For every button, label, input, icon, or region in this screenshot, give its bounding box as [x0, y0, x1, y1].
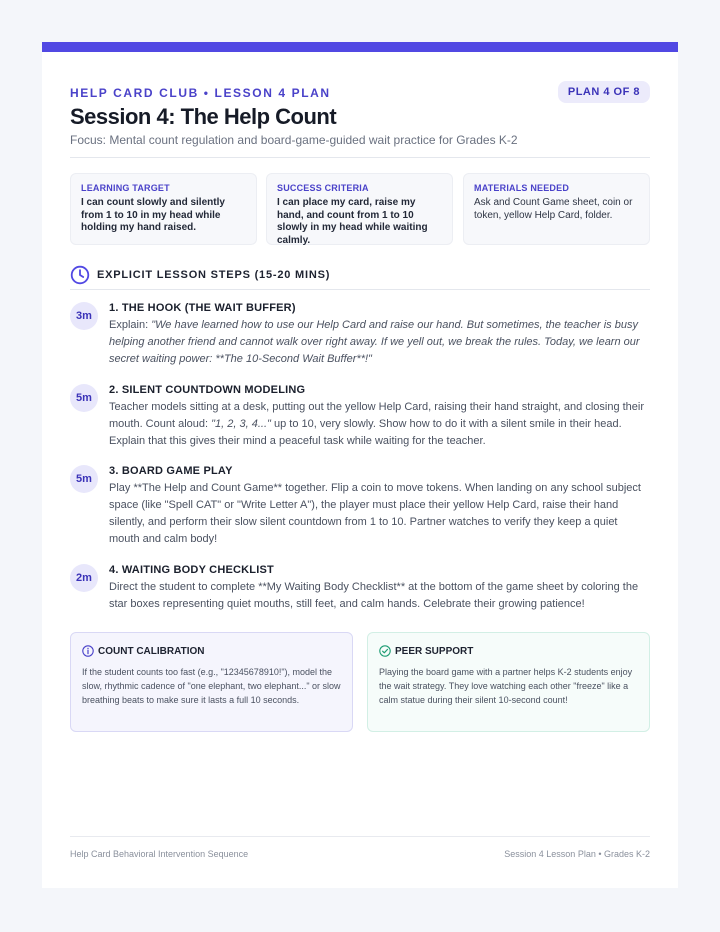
accent-bar	[42, 42, 678, 52]
card-label: LEARNING TARGET	[81, 183, 170, 193]
focus-line: Focus: Mental count regulation and board-game-guided wait practice for Grades K-2	[70, 133, 518, 147]
step-body	[109, 384, 650, 450]
divider	[70, 157, 650, 158]
step-text	[109, 399, 650, 450]
note-head	[379, 645, 638, 657]
count-calibration-note	[70, 632, 353, 732]
plan-badge: PLAN 4 OF 8	[558, 81, 650, 103]
step-body	[109, 465, 650, 548]
time-badge: 5m	[70, 384, 98, 412]
step-quote: "We have learned how to use our Help Card and raise our hand. But sometimes, the teacher is busy helping another friend and cannot walk over right away. If we yell out, we break the rules. Today, we learn our secret waiting power: **The 10-Second Wait Buffer**!"	[109, 319, 640, 365]
note-title: COUNT CALIBRATION	[98, 645, 205, 657]
step-title: 1. THE HOOK (THE WAIT BUFFER)	[109, 302, 296, 314]
footer-divider	[70, 836, 650, 837]
card-text: I can count slowly and silently from 1 to 10 in my head while holding my hand raised.	[81, 197, 225, 233]
step-text	[109, 317, 650, 368]
peer-support-note	[367, 632, 650, 732]
card-text: I can place my card, raise my hand, and count from 1 to 10 slowly in my head while waiting calmly.	[277, 197, 428, 246]
step-text: Play **The Help and Count Game** together. Flip a coin to move tokens. When landing on any school subject space (like "Spell CAT" or "Write Letter A"), the player must place their yellow Help Card, raise their hand silently, and perform their slow silent countdown from 1 to 10. Partner watches to verify they keep a quiet mouth and calm body!	[109, 482, 641, 545]
info-icon	[82, 645, 94, 657]
note-text: Playing the board game with a partner helps K-2 students enjoy the wait strategy. They love watching each other "freeze" like a calm statue during their silent 10-second count!	[379, 667, 633, 705]
step-text: Direct the student to complete **My Waiting Body Checklist** at the bottom of the game sheet by coloring the star boxes representing quiet mouths, still feet, and calm hands. Celebrate their growing patience!	[109, 581, 639, 610]
success-criteria-card	[266, 173, 453, 245]
kicker: HELP CARD CLUB • LESSON 4 PLAN	[70, 86, 331, 100]
note-text: If the student counts too fast (e.g., "12345678910!"), model the slow, rhythmic cadence of "one elephant, two elephant..." or slow breathing beats to make sure it lasts a full 10 seconds.	[82, 667, 341, 705]
step-text-after: up to 10, very slowly. Show how to do it with a silent smile in their head. Explain that this gives their mind a peaceful task while waiting for the teacher.	[109, 418, 622, 447]
time-badge: 5m	[70, 465, 98, 493]
check-circle-icon	[379, 645, 391, 657]
card-label: SUCCESS CRITERIA	[277, 183, 369, 193]
step-title: 4. WAITING BODY CHECKLIST	[109, 564, 274, 576]
clock-icon	[70, 265, 90, 285]
step-body	[109, 302, 650, 368]
step-quote: "1, 2, 3, 4..."	[211, 418, 271, 430]
note-head	[82, 645, 341, 657]
time-badge: 3m	[70, 302, 98, 330]
time-badge: 2m	[70, 564, 98, 592]
step-title: 3. BOARD GAME PLAY	[109, 465, 233, 477]
step-lead: Explain:	[109, 319, 152, 331]
divider	[70, 289, 650, 290]
card-label: MATERIALS NEEDED	[474, 183, 570, 193]
steps-title: EXPLICIT LESSON STEPS (15-20 MINS)	[97, 269, 331, 281]
note-title: PEER SUPPORT	[395, 645, 474, 657]
footer-left: Help Card Behavioral Intervention Sequence	[70, 849, 249, 859]
step-text-before: Teacher models sitting at a desk, putting out the yellow Help Card, raising their hand straight, and closing their mouth. Count aloud:	[109, 401, 645, 430]
page-title: Session 4: The Help Count	[70, 104, 337, 129]
step-title: 2. SILENT COUNTDOWN MODELING	[109, 384, 306, 396]
card-text: Ask and Count Game sheet, coin or token, yellow Help Card, folder.	[474, 197, 633, 221]
lesson-plan-page	[42, 42, 678, 888]
step-body	[109, 564, 650, 613]
steps-heading	[70, 265, 330, 285]
learning-target-card	[70, 173, 257, 245]
materials-card	[463, 173, 650, 245]
footer-right: Session 4 Lesson Plan • Grades K-2	[504, 849, 650, 859]
